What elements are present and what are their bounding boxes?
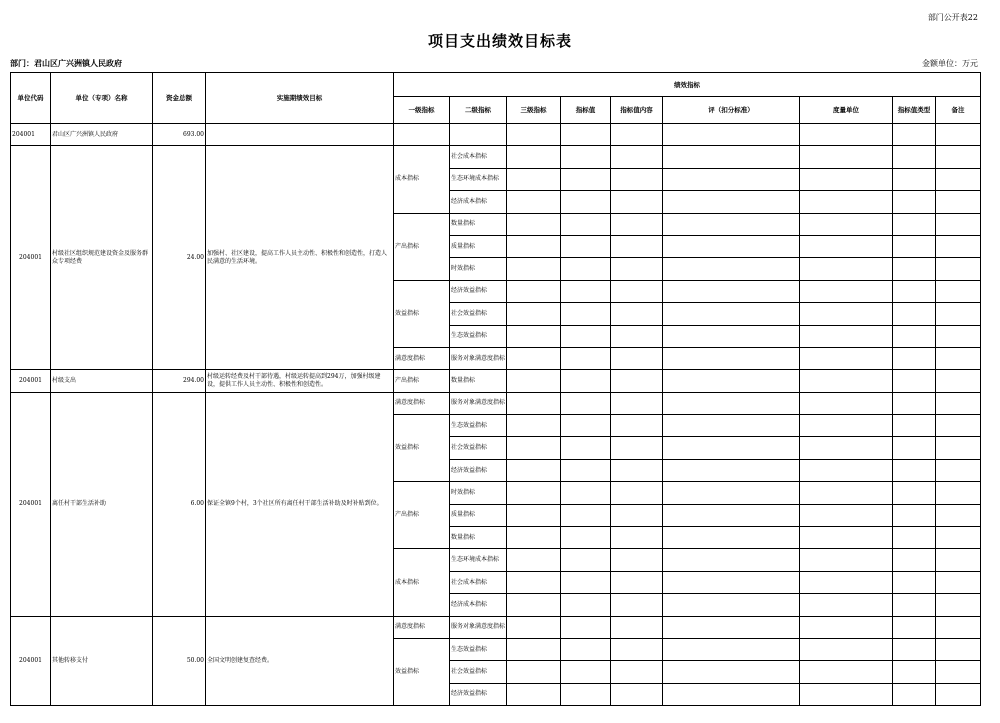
empty-cell	[611, 124, 663, 146]
empty-cell	[800, 571, 893, 593]
header-l3: 三级指标	[507, 97, 561, 124]
empty-cell	[663, 571, 800, 593]
empty-cell	[893, 527, 936, 549]
amount-unit-label: 金额单位：万元	[922, 59, 978, 68]
empty-cell	[561, 146, 611, 168]
empty-cell	[800, 168, 893, 190]
empty-cell	[611, 437, 663, 459]
empty-cell	[507, 616, 561, 638]
project-name: 离任村干部生活补助	[51, 392, 153, 616]
level2-indicator: 经济效益指标	[450, 683, 507, 705]
empty-cell	[893, 124, 936, 146]
empty-cell	[507, 191, 561, 213]
empty-cell	[800, 661, 893, 683]
empty-cell	[936, 303, 981, 325]
empty-cell	[611, 482, 663, 504]
empty-cell	[800, 616, 893, 638]
empty-cell	[893, 683, 936, 705]
level2-indicator: 社会效益指标	[450, 661, 507, 683]
empty-cell	[800, 258, 893, 280]
empty-cell	[507, 459, 561, 481]
level2-indicator: 时效指标	[450, 482, 507, 504]
empty-cell	[507, 392, 561, 414]
empty-cell	[893, 571, 936, 593]
empty-cell	[893, 549, 936, 571]
empty-cell	[663, 191, 800, 213]
level1-indicator: 满意度指标	[394, 392, 450, 414]
empty-cell	[561, 325, 611, 347]
empty-cell	[507, 415, 561, 437]
performance-table	[10, 72, 981, 706]
empty-cell	[663, 459, 800, 481]
department-label: 部门：君山区广兴洲镇人民政府	[10, 58, 122, 68]
level1-indicator: 效益指标	[394, 415, 450, 482]
level1-indicator: 成本指标	[394, 146, 450, 213]
empty-cell	[663, 482, 800, 504]
empty-cell	[936, 571, 981, 593]
empty-cell	[800, 303, 893, 325]
header-value: 指标值	[561, 97, 611, 124]
level2-indicator: 社会成本指标	[450, 571, 507, 593]
empty-cell	[893, 459, 936, 481]
empty-cell	[663, 325, 800, 347]
header-goal: 实施期绩效目标	[206, 73, 394, 124]
empty-cell	[611, 527, 663, 549]
level1-indicator: 成本指标	[394, 549, 450, 616]
level2-indicator: 服务对象满意度指标	[450, 392, 507, 414]
empty-cell	[800, 191, 893, 213]
empty-cell	[561, 235, 611, 257]
empty-cell	[611, 594, 663, 616]
unit-code: 204001	[11, 392, 51, 616]
level2-indicator: 经济成本指标	[450, 191, 507, 213]
level2-indicator: 社会效益指标	[450, 437, 507, 459]
empty-cell	[800, 437, 893, 459]
empty-cell	[936, 527, 981, 549]
empty-cell	[663, 347, 800, 369]
empty-cell	[936, 258, 981, 280]
empty-cell	[663, 437, 800, 459]
empty-cell	[663, 213, 800, 235]
fund-total: 50.00	[153, 616, 206, 706]
empty-cell	[893, 638, 936, 660]
level2-indicator: 经济成本指标	[450, 594, 507, 616]
empty-cell	[561, 638, 611, 660]
empty-cell	[611, 146, 663, 168]
empty-cell	[893, 504, 936, 526]
empty-cell	[800, 683, 893, 705]
header-l1: 一级指标	[394, 97, 450, 124]
empty-cell	[800, 482, 893, 504]
empty-cell	[893, 594, 936, 616]
empty-cell	[936, 616, 981, 638]
empty-cell	[893, 661, 936, 683]
empty-cell	[800, 280, 893, 302]
empty-cell	[800, 146, 893, 168]
fund-total: 294.00	[153, 370, 206, 392]
empty-cell	[663, 303, 800, 325]
empty-cell	[893, 258, 936, 280]
empty-cell	[611, 325, 663, 347]
empty-cell	[561, 280, 611, 302]
empty-cell	[936, 549, 981, 571]
level2-indicator: 生态环境成本指标	[450, 549, 507, 571]
performance-goal: 全国文明创建复查经费。	[206, 616, 394, 706]
level2-indicator: 数量指标	[450, 370, 507, 392]
level1-indicator: 效益指标	[394, 638, 450, 705]
empty-cell	[561, 683, 611, 705]
empty-cell	[611, 258, 663, 280]
header-content: 指标值内容	[611, 97, 663, 124]
empty-cell	[893, 616, 936, 638]
fund-total: 24.00	[153, 146, 206, 370]
empty-cell	[507, 370, 561, 392]
empty-cell	[663, 549, 800, 571]
empty-cell	[611, 415, 663, 437]
empty-cell	[611, 683, 663, 705]
level2-indicator: 数量指标	[450, 213, 507, 235]
empty-cell	[611, 168, 663, 190]
empty-cell	[663, 638, 800, 660]
empty-cell	[507, 325, 561, 347]
empty-cell	[561, 661, 611, 683]
empty-cell	[800, 459, 893, 481]
empty-cell	[800, 124, 893, 146]
header-total: 资金总额	[153, 73, 206, 124]
empty-cell	[561, 392, 611, 414]
level2-indicator: 生态效益指标	[450, 638, 507, 660]
header-vtype: 指标值类型	[893, 97, 936, 124]
level2-indicator: 服务对象满意度指标	[450, 616, 507, 638]
level1-indicator: 满意度指标	[394, 347, 450, 369]
empty-cell	[561, 415, 611, 437]
header-measure: 度量单位	[800, 97, 893, 124]
empty-cell	[663, 235, 800, 257]
empty-cell	[561, 527, 611, 549]
header-score: 评（扣分标准）	[663, 97, 800, 124]
level2-indicator: 数量指标	[450, 527, 507, 549]
empty-cell	[800, 370, 893, 392]
level1-indicator: 产出指标	[394, 370, 450, 392]
empty-cell	[507, 527, 561, 549]
empty-cell	[611, 392, 663, 414]
performance-goal: 加强村、社区建设，提高工作人员主动性、积极性和创造性，打造人民满意的生活环境。	[206, 146, 394, 370]
empty-cell	[663, 415, 800, 437]
empty-cell	[893, 370, 936, 392]
empty-cell	[561, 347, 611, 369]
project-name: 村级社区组织规范建设资金及服务群众专项经费	[51, 146, 153, 370]
empty-cell	[611, 571, 663, 593]
empty-cell	[663, 258, 800, 280]
empty-cell	[936, 638, 981, 660]
empty-cell	[663, 392, 800, 414]
empty-cell	[936, 661, 981, 683]
empty-cell	[561, 594, 611, 616]
empty-cell	[507, 213, 561, 235]
empty-cell	[936, 437, 981, 459]
empty-cell	[611, 638, 663, 660]
level2-indicator: 质量指标	[450, 235, 507, 257]
empty-cell	[507, 683, 561, 705]
header-indicators: 绩效指标	[394, 73, 981, 97]
empty-cell	[936, 415, 981, 437]
empty-cell	[936, 594, 981, 616]
empty-cell	[800, 235, 893, 257]
performance-goal: 村级运转经费及村干部待遇，村级运转提高到294万，加强村级建设，提供工作人员主动性、积极性和创造性。	[206, 370, 394, 392]
header-note: 备注	[936, 97, 981, 124]
empty-cell	[611, 549, 663, 571]
empty-cell	[936, 168, 981, 190]
empty-cell	[663, 616, 800, 638]
empty-cell	[893, 280, 936, 302]
empty-cell	[561, 370, 611, 392]
empty-cell	[893, 191, 936, 213]
empty-cell	[450, 124, 507, 146]
empty-cell	[800, 392, 893, 414]
empty-cell	[507, 482, 561, 504]
level1-indicator: 满意度指标	[394, 616, 450, 638]
empty-cell	[561, 258, 611, 280]
level2-indicator: 质量指标	[450, 504, 507, 526]
empty-cell	[893, 146, 936, 168]
empty-cell	[611, 616, 663, 638]
empty-cell	[507, 661, 561, 683]
empty-cell	[611, 504, 663, 526]
empty-cell	[800, 415, 893, 437]
header-l2: 二级指标	[450, 97, 507, 124]
empty-cell	[611, 370, 663, 392]
empty-cell	[936, 683, 981, 705]
empty-cell	[394, 124, 450, 146]
empty-cell	[893, 325, 936, 347]
empty-cell	[936, 370, 981, 392]
empty-cell	[507, 549, 561, 571]
empty-cell	[507, 146, 561, 168]
project-name: 其他转移支付	[51, 616, 153, 706]
empty-cell	[611, 347, 663, 369]
empty-cell	[663, 527, 800, 549]
level2-indicator: 时效指标	[450, 258, 507, 280]
fund-total: 6.00	[153, 392, 206, 616]
empty-cell	[611, 235, 663, 257]
empty-cell	[800, 325, 893, 347]
table-row	[11, 392, 981, 414]
empty-cell	[561, 549, 611, 571]
unit-name: 君山区广兴洲镇人民政府	[51, 124, 153, 146]
empty-cell	[663, 661, 800, 683]
empty-cell	[507, 280, 561, 302]
empty-cell	[507, 168, 561, 190]
unit-code: 204001	[11, 124, 51, 146]
empty-cell	[507, 124, 561, 146]
form-number: 部门公开表22	[927, 13, 978, 22]
empty-cell	[663, 168, 800, 190]
empty-cell	[800, 527, 893, 549]
empty-cell	[893, 213, 936, 235]
empty-cell	[507, 347, 561, 369]
empty-cell	[507, 638, 561, 660]
empty-cell	[561, 437, 611, 459]
empty-cell	[893, 303, 936, 325]
level2-indicator: 生态环境成本指标	[450, 168, 507, 190]
level2-indicator: 经济效益指标	[450, 459, 507, 481]
empty-cell	[561, 213, 611, 235]
empty-cell	[663, 683, 800, 705]
empty-cell	[893, 482, 936, 504]
empty-cell	[800, 213, 893, 235]
empty-cell	[936, 235, 981, 257]
empty-cell	[507, 235, 561, 257]
empty-cell	[561, 482, 611, 504]
empty-cell	[936, 325, 981, 347]
empty-cell	[663, 370, 800, 392]
empty-cell	[561, 303, 611, 325]
empty-cell	[800, 594, 893, 616]
level2-indicator: 服务对象满意度指标	[450, 347, 507, 369]
empty-cell	[611, 661, 663, 683]
empty-cell	[611, 303, 663, 325]
unit-code: 204001	[11, 146, 51, 370]
empty-cell	[663, 146, 800, 168]
empty-cell	[507, 594, 561, 616]
table-row	[11, 124, 981, 146]
empty-cell	[561, 459, 611, 481]
header-code: 单位代码	[11, 73, 51, 124]
empty-cell	[893, 235, 936, 257]
empty-cell	[507, 437, 561, 459]
unit-code: 204001	[11, 370, 51, 392]
empty-cell	[206, 124, 394, 146]
empty-cell	[663, 504, 800, 526]
empty-cell	[800, 549, 893, 571]
fund-total: 693.00	[153, 124, 206, 146]
empty-cell	[507, 258, 561, 280]
empty-cell	[561, 616, 611, 638]
empty-cell	[611, 213, 663, 235]
performance-goal: 保证全镇9个村，3个社区所有离任村干部生活补助及时补贴到位。	[206, 392, 394, 616]
level2-indicator: 经济效益指标	[450, 280, 507, 302]
empty-cell	[936, 347, 981, 369]
empty-cell	[507, 303, 561, 325]
level2-indicator: 生态效益指标	[450, 325, 507, 347]
empty-cell	[507, 571, 561, 593]
empty-cell	[936, 124, 981, 146]
empty-cell	[893, 347, 936, 369]
empty-cell	[561, 124, 611, 146]
empty-cell	[611, 191, 663, 213]
empty-cell	[800, 638, 893, 660]
empty-cell	[663, 280, 800, 302]
project-name: 村级支出	[51, 370, 153, 392]
empty-cell	[561, 191, 611, 213]
level1-indicator: 产出指标	[394, 213, 450, 280]
unit-code: 204001	[11, 616, 51, 706]
empty-cell	[893, 437, 936, 459]
empty-cell	[561, 168, 611, 190]
empty-cell	[663, 594, 800, 616]
empty-cell	[611, 459, 663, 481]
level2-indicator: 社会效益指标	[450, 303, 507, 325]
page-title: 项目支出绩效目标表	[427, 32, 572, 50]
empty-cell	[936, 392, 981, 414]
level2-indicator: 社会成本指标	[450, 146, 507, 168]
empty-cell	[936, 191, 981, 213]
empty-cell	[561, 571, 611, 593]
empty-cell	[936, 213, 981, 235]
empty-cell	[936, 482, 981, 504]
empty-cell	[800, 347, 893, 369]
empty-cell	[561, 504, 611, 526]
empty-cell	[936, 504, 981, 526]
empty-cell	[611, 280, 663, 302]
table-row	[11, 616, 981, 638]
empty-cell	[893, 392, 936, 414]
empty-cell	[663, 124, 800, 146]
level1-indicator: 效益指标	[394, 280, 450, 347]
table-row	[11, 370, 981, 392]
empty-cell	[507, 504, 561, 526]
empty-cell	[936, 459, 981, 481]
empty-cell	[893, 168, 936, 190]
header-name: 单位（专项）名称	[51, 73, 153, 124]
empty-cell	[800, 504, 893, 526]
level2-indicator: 生态效益指标	[450, 415, 507, 437]
empty-cell	[936, 280, 981, 302]
empty-cell	[936, 146, 981, 168]
table-row	[11, 146, 981, 168]
level1-indicator: 产出指标	[394, 482, 450, 549]
empty-cell	[893, 415, 936, 437]
